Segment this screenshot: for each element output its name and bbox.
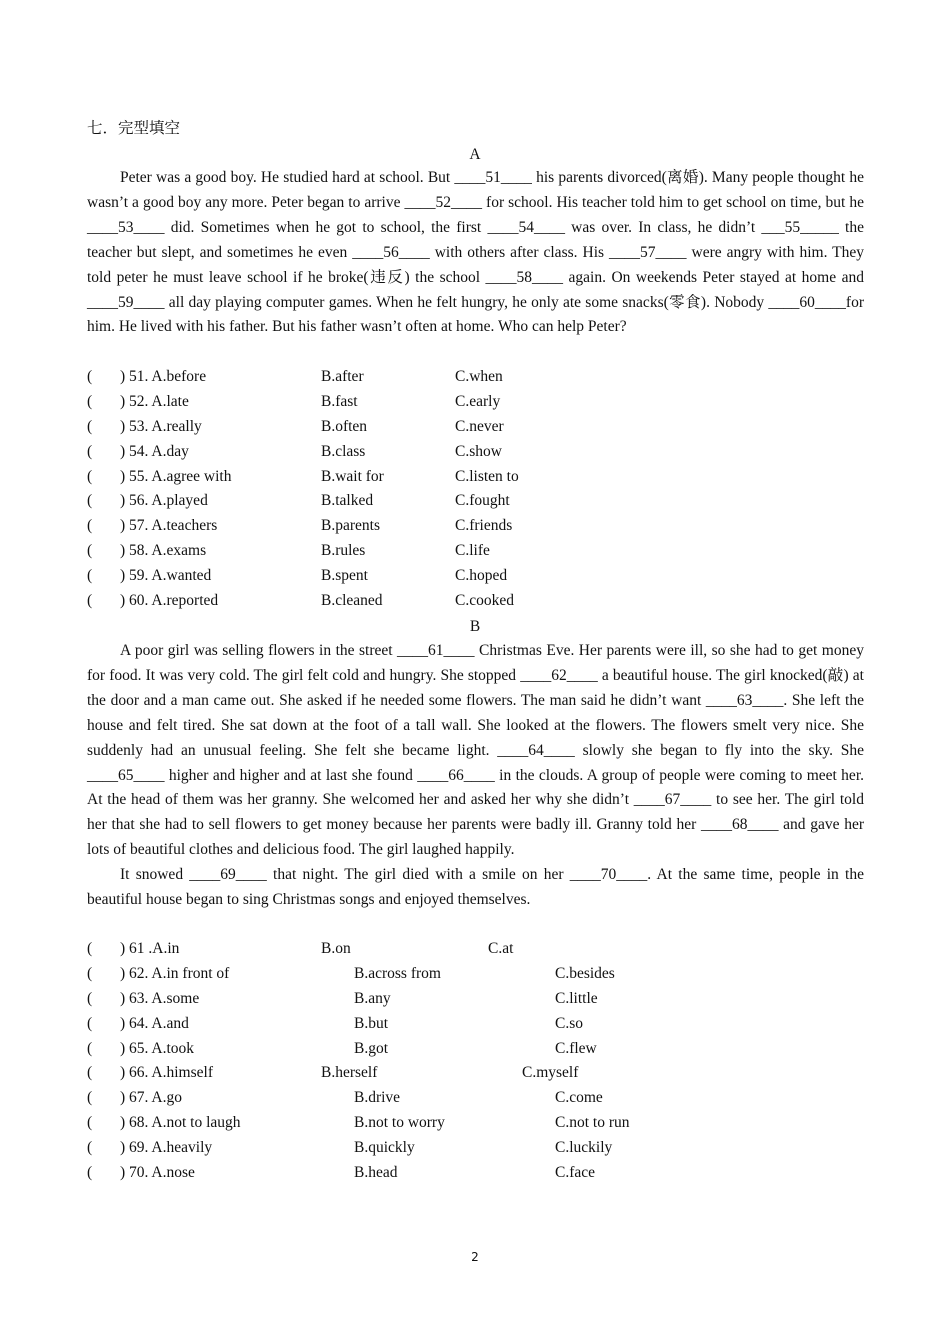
question-row (87, 589, 887, 614)
option-a: ) 64. A.and (120, 1014, 189, 1032)
answer-bracket: ( (87, 1039, 93, 1057)
answer-bracket: ( (87, 542, 93, 560)
question-row (87, 1086, 887, 1111)
option-b: B.but (354, 1014, 389, 1032)
answer-bracket: ( (87, 1114, 93, 1132)
question-row (87, 1136, 887, 1161)
option-a: ) 54. A.day (120, 442, 189, 460)
answer-bracket: ( (87, 417, 93, 435)
option-c: C.hoped (455, 567, 508, 585)
question-row (87, 987, 887, 1012)
option-c: C.never (455, 417, 504, 435)
option-c: C.besides (555, 964, 615, 982)
page-number: 2 (471, 1250, 479, 1264)
question-row (87, 514, 887, 539)
option-b: B.parents (321, 517, 380, 535)
option-b: B.drive (354, 1089, 401, 1107)
answer-bracket: ( (87, 964, 93, 982)
option-a: ) 52. A.late (120, 392, 189, 410)
answer-bracket: ( (87, 940, 93, 957)
option-c: C.so (555, 1014, 583, 1032)
option-b: B.head (354, 1164, 398, 1182)
question-list-a (87, 365, 887, 614)
option-b: B.spent (321, 567, 368, 585)
part-b-heading: B (469, 618, 481, 635)
option-a: ) 70. A.nose (120, 1164, 195, 1182)
answer-bracket: ( (87, 1139, 93, 1157)
answer-bracket: ( (87, 467, 93, 485)
question-row (87, 937, 887, 962)
passage-a-text: Peter was a good boy. He studied hard at school. But ____51____ his parents divorced(离婚). Many people thought he wasn’t a good boy any more. Peter began to arrive ____52____ for school. His teacher told him to get school on time, but he ____53____ did. Sometimes when he got to school, the first ____54____ was over. In class, he didn’t ___55_____ the teacher but slept, and sometimes he even ____56____ with others after class. His ____57____ were angry with him. They told peter he must leave school if he broke(违反) the school ____58____ again. On weekends Peter stayed at home and ____59____ all day playing computer games. When he felt hungry, he only ate some snacks(零食). Nobody ____60____for him. He lived with his father. But his father wasn’t often at home. Who can help Peter? (87, 169, 864, 336)
option-a: ) 60. A.reported (120, 592, 219, 610)
answer-bracket: ( (87, 392, 93, 410)
passage-b-paragraph-2: It snowed ____69____ that night. The girl died with a smile on her ____70____. At the same time, people in the beautiful house began to sing Christmas songs and enjoyed themselves. (87, 866, 864, 909)
option-b: B.across from (354, 964, 441, 982)
option-c: C.early (455, 392, 501, 410)
option-b: B.class (321, 442, 366, 460)
option-a: ) 61 .A.in (120, 940, 180, 957)
option-a: ) 51. A.before (120, 368, 207, 385)
question-row (87, 1061, 887, 1086)
option-b: B.got (354, 1039, 389, 1057)
option-c: C.at (488, 940, 514, 957)
option-c: C.not to run (555, 1114, 630, 1132)
question-row (87, 489, 887, 514)
answer-bracket: ( (87, 442, 93, 460)
answer-bracket: ( (87, 989, 93, 1007)
question-row (87, 365, 887, 390)
question-row (87, 1161, 887, 1186)
answer-bracket: ( (87, 1164, 93, 1182)
option-b: B.fast (321, 392, 358, 410)
option-c: C.listen to (455, 467, 519, 485)
option-a: ) 59. A.wanted (120, 567, 212, 585)
question-row (87, 564, 887, 589)
option-c: C.friends (455, 517, 513, 535)
option-c: C.show (455, 442, 502, 460)
option-b: B.cleaned (321, 592, 383, 610)
option-a: ) 62. A.in front of (120, 964, 230, 982)
option-a: ) 63. A.some (120, 989, 200, 1007)
answer-bracket: ( (87, 492, 93, 510)
question-row (87, 962, 887, 987)
option-c: C.flew (555, 1039, 597, 1057)
question-row (87, 465, 887, 490)
answer-bracket: ( (87, 592, 93, 610)
option-a: ) 58. A.exams (120, 542, 207, 560)
option-b: B.after (321, 368, 364, 385)
option-b: B.herself (321, 1064, 378, 1082)
option-b: B.often (321, 417, 368, 435)
option-c: C.little (555, 989, 598, 1007)
option-b: B.any (354, 989, 391, 1007)
option-c: C.face (555, 1164, 596, 1182)
section-title: 七．完型填空 (87, 120, 181, 137)
passage-a (87, 166, 864, 340)
option-a: ) 57. A.teachers (120, 517, 218, 535)
option-c: C.myself (522, 1064, 579, 1082)
passage-b-paragraph-1: A poor girl was selling flowers in the street ____61____ Christmas Eve. Her parents were ill, so she had to get money for food. It was very cold. The girl felt cold and hungry. She stopped ____62____ a beautiful house. The girl knocked(敲) at the door and a man came out. She asked if he needed some flowers. The man said he didn’t want ____63____. She left the house and felt tired. She sat down at the foot of a tall wall. She looked at the flowers. The flowers smelt very nice. She suddenly had an unusual feeling. She felt she became light. ____64____ slowly she began to fly into the sky. She ____65____ higher and higher and at last she found ____66____ in the clouds. A group of people were coming to meet her. At the head of them was her granny. She welcomed her and asked her why she didn’t ____67____ to see her. The girl told her that she had to sell flowers to get money because her parents were badly ill. Granny told her ____68____ and gave her lots of beautiful clothes and delicious food. The girl laughed happily. (87, 642, 864, 859)
answer-bracket: ( (87, 517, 93, 535)
option-c: C.luckily (555, 1139, 613, 1157)
answer-bracket: ( (87, 567, 93, 585)
option-c: C.cooked (455, 592, 514, 610)
option-b: B.talked (321, 492, 374, 510)
option-a: ) 55. A.agree with (120, 467, 232, 485)
option-a: ) 67. A.go (120, 1089, 182, 1107)
option-a: ) 66. A.himself (120, 1064, 213, 1082)
answer-bracket: ( (87, 1064, 93, 1082)
question-row (87, 539, 887, 564)
question-row (87, 415, 887, 440)
passage-b (87, 639, 864, 913)
question-list-b (87, 937, 887, 1186)
option-c: C.come (555, 1089, 603, 1107)
option-c: C.life (455, 542, 490, 560)
option-b: B.not to worry (354, 1114, 445, 1132)
answer-bracket: ( (87, 1089, 93, 1107)
answer-bracket: ( (87, 1014, 93, 1032)
option-a: ) 65. A.took (120, 1039, 195, 1057)
option-a: ) 53. A.really (120, 417, 202, 435)
option-a: ) 68. A.not to laugh (120, 1114, 241, 1132)
option-b: B.quickly (354, 1139, 415, 1157)
option-b: B.wait for (321, 467, 384, 485)
option-a: ) 69. A.heavily (120, 1139, 213, 1157)
question-row (87, 1037, 887, 1062)
option-b: B.on (321, 940, 351, 957)
option-a: ) 56. A.played (120, 492, 208, 510)
option-b: B.rules (321, 542, 366, 560)
answer-bracket: ( (87, 368, 93, 385)
part-a-heading: A (469, 146, 481, 163)
option-c: C.when (455, 368, 503, 385)
question-row (87, 390, 887, 415)
question-row (87, 440, 887, 465)
option-c: C.fought (455, 492, 510, 510)
question-row (87, 1012, 887, 1037)
question-row (87, 1111, 887, 1136)
